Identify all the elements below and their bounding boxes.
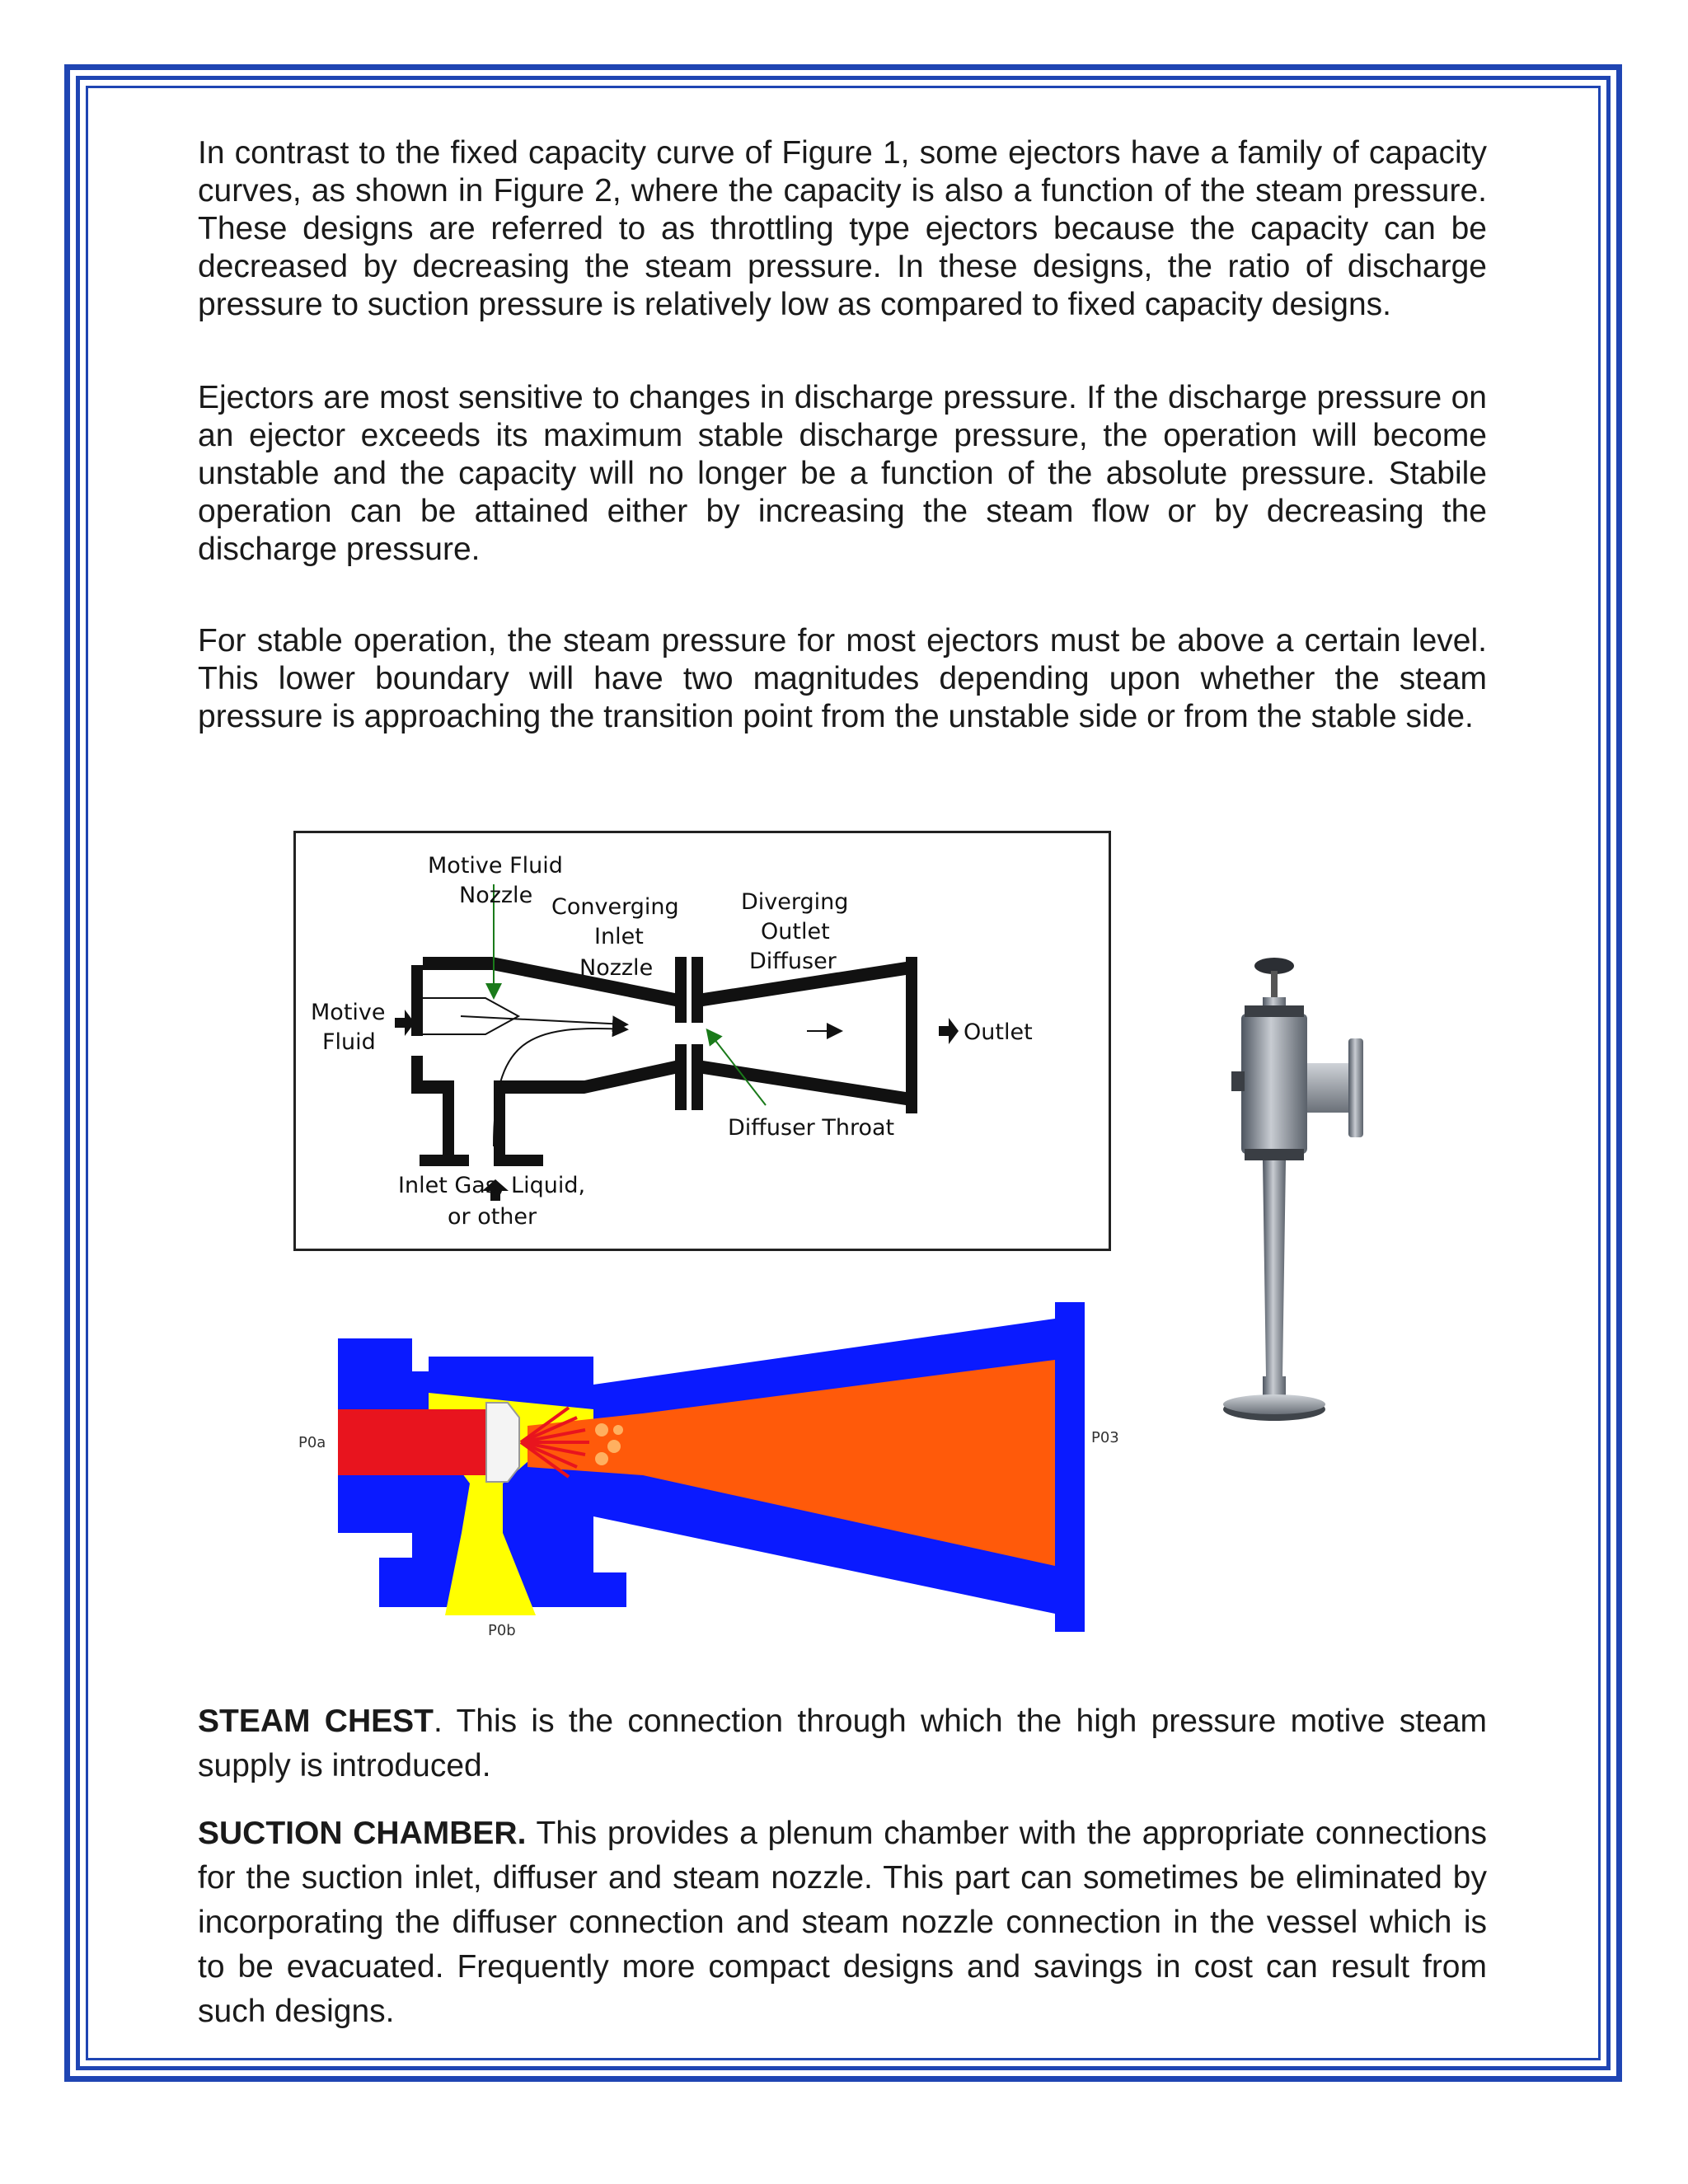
paragraph-stable-operation: For stable operation, the steam pressure for most ejectors must be above a certain level. This lower boundary will have two magnitudes depending upon whether the steam pressure is approaching the transition point from the unstable side or from the stable side. (198, 623, 1487, 734)
definition-steam-chest (198, 1699, 1487, 1788)
ejector-schematic-diagram (293, 831, 1111, 1251)
label-p0b: P0b (488, 1622, 516, 1639)
label-outlet: Outlet (964, 1019, 1033, 1045)
term-steam-chest: STEAM CHEST (198, 1704, 434, 1739)
term-suction-chamber: SUCTION CHAMBER. (198, 1816, 527, 1851)
label-motive-fluid-nozzle: Motive Fluid (428, 853, 563, 879)
ejector-flow-cutaway-illustration (264, 1286, 1179, 1648)
label-p03: P03 (1091, 1429, 1119, 1446)
label-diverging-outlet-diffuser-3: Diffuser (749, 949, 837, 974)
label-converging-inlet-nozzle-2: Inlet (594, 924, 644, 949)
steam-nozzle (486, 1403, 519, 1482)
ejector-product-photo (1212, 948, 1376, 1442)
label-motive-fluid: Motive (311, 1000, 386, 1025)
label-motive-fluid-nozzle-2: Nozzle (459, 883, 533, 908)
paragraph-discharge-pressure: Ejectors are most sensitive to changes in discharge pressure. If the discharge pressure on an ejector exceeds its maximum stable discharge pressure, the operation will become unstable and the capacity will no longer be a function of the absolute pressure. Stabile operation can be attained either by increasing the steam flow or by decreasing the discharge pressure. (198, 380, 1487, 567)
label-converging-inlet-nozzle: Converging (551, 894, 679, 920)
label-inlet-gas-liquid: Inlet Gas, Liquid, (398, 1173, 586, 1198)
label-diverging-outlet-diffuser-2: Outlet (761, 919, 830, 944)
label-converging-inlet-nozzle-3: Nozzle (579, 955, 654, 981)
label-motive-fluid-2: Fluid (322, 1029, 376, 1055)
text-suction-chamber: This provides a plenum chamber with the appropriate connections for the suction inlet, diffuser and steam nozzle. This part can sometimes be eliminated by incorporating the diffuser connection and steam nozzle connection in the vessel which is to be evacuated. Frequently more compact designs and savings in cost can result from such designs. (198, 1816, 1487, 2029)
label-diverging-outlet-diffuser: Diverging (741, 889, 849, 915)
motive-steam-pipe (338, 1409, 486, 1475)
label-diffuser-throat: Diffuser Throat (728, 1115, 895, 1141)
label-inlet-gas-liquid-2: or other (448, 1204, 537, 1230)
paragraph-throttling-ejectors: In contrast to the fixed capacity curve of Figure 1, some ejectors have a family of capacity curves, as shown in Figure 2, where the capacity is also a function of the steam pressure. These designs are referred to as throttling type ejectors because the capacity can be decreased by decreasing the steam pressure. In these designs, the ratio of discharge pressure to suction pressure is relatively low as compared to fixed capacity designs. (198, 135, 1487, 322)
label-p0a: P0a (298, 1434, 326, 1451)
definition-suction-chamber (198, 1811, 1487, 2034)
text-steam-chest: . This is the connection through which the high pressure motive steam supply is introduced. (198, 1704, 1487, 1783)
